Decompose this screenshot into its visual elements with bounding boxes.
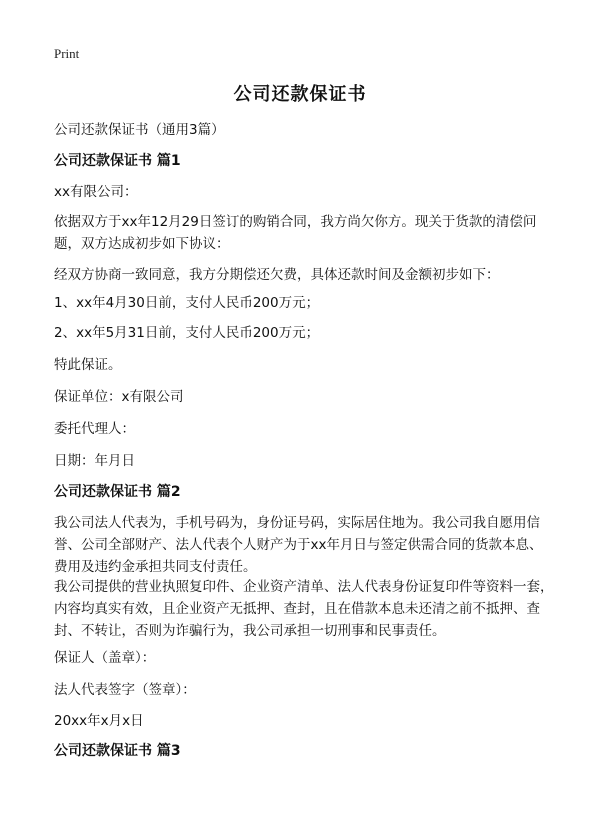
paragraph: 法人代表签字（签章）： (54, 682, 196, 698)
paragraph: 经双方协商一致同意，我方分期偿还欠费，具体还款时间及金额初步如下： (54, 267, 500, 283)
paragraph: 日期：年月日 (54, 453, 135, 469)
paragraph: 20xx年x月x日 (54, 713, 144, 729)
paragraph: 委托代理人： (54, 421, 135, 437)
paragraph: 2、xx年5月31日前，支付人民币200万元； (54, 325, 320, 341)
paragraph: 特此保证。 (54, 357, 122, 373)
document-title: 公司还款保证书 (233, 84, 367, 105)
section-heading-2: 公司还款保证书 篇2 (54, 484, 181, 500)
paragraph: 1、xx年4月30日前，支付人民币200万元； (54, 295, 320, 311)
paragraph: 依据双方于xx年12月29日签订的购销合同，我方尚欠你方。现关于货款的清偿问题，双方达成初步如下协议： (54, 214, 537, 252)
print-link[interactable]: Print (54, 46, 80, 61)
paragraph: 我公司提供的营业执照复印件、企业资产清单、法人代表身份证复印件等资料一套，内容均真实有效，且企业资产无抵押、查封，且在借款本息未还清之前不抵押、查封、不转让，否则为诈骗行为，我公司承担一切刑事和民事责任。 (54, 579, 554, 639)
paragraph: 保证人（盖章）： (54, 650, 156, 666)
document-subtitle: 公司还款保证书（通用3篇） (54, 122, 225, 138)
section-heading-3: 公司还款保证书 篇3 (54, 743, 181, 759)
paragraph: 我公司法人代表为，手机号码为，身份证号码，实际居住地为。我公司我自愿用信誉、公司全部财产、法人代表个人财产为于xx年月日与签定供需合同的货款本息、费用及违约金承担共同支付责任。 (54, 515, 543, 575)
section-heading-1: 公司还款保证书 篇1 (54, 153, 181, 169)
paragraph: 保证单位：x有限公司 (54, 389, 184, 405)
paragraph: xx有限公司： (54, 184, 138, 200)
